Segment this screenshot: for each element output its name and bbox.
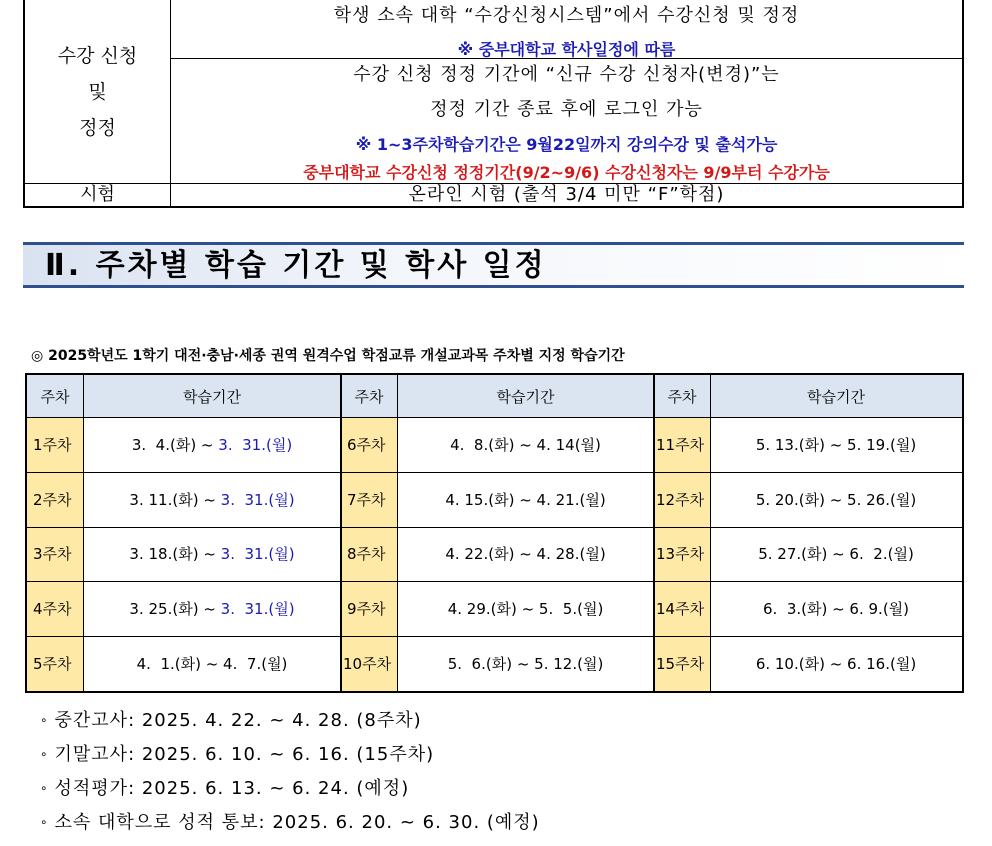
- period-end-text: 3. 31.(월): [220, 490, 295, 509]
- bullet-marker: ∘: [40, 713, 49, 727]
- bullet-marker: ∘: [40, 815, 49, 829]
- change-text-line1: 수강 신청 정정 기간에 “신규 수강 신청자(변경)”는: [353, 64, 780, 85]
- list-item: [40, 708, 540, 742]
- period-start-text: 3. 11.(화) ~: [129, 490, 221, 509]
- registration-row: [171, 0, 962, 59]
- period-end-text: 3. 31.(월): [218, 435, 293, 454]
- week-label-cell: 5주차: [27, 636, 83, 691]
- row-divider: [27, 527, 962, 528]
- row-divider: [27, 417, 962, 418]
- period-start-text: 4. 15.(화) ~ 4. 21.(월): [445, 490, 606, 509]
- period-cell: [83, 581, 341, 636]
- list-item: [40, 810, 540, 844]
- period-start-text: 5. 20.(화) ~ 5. 26.(월): [755, 490, 917, 509]
- bullet-marker: ∘: [40, 781, 49, 795]
- week-label-cell: 7주차: [341, 472, 397, 527]
- row-divider: [27, 472, 962, 473]
- week-label-cell: 3주차: [27, 527, 83, 582]
- row-divider: [27, 581, 962, 582]
- header-period-cell: 학습기간: [710, 375, 962, 417]
- group-divider: [340, 375, 342, 691]
- change-row: [171, 58, 962, 183]
- list-item: [40, 776, 540, 810]
- exam-row: [25, 183, 962, 207]
- column-divider: [710, 375, 711, 691]
- period-cell: [397, 581, 654, 636]
- period-cell: [83, 472, 341, 527]
- header-period-cell: 학습기간: [397, 375, 654, 417]
- period-cell: [397, 636, 654, 691]
- period-cell: [83, 527, 341, 582]
- week-label-cell: 12주차: [654, 472, 710, 527]
- period-start-text: 4. 1.(화) ~ 4. 7.(월): [136, 655, 288, 674]
- period-start-text: 5. 6.(화) ~ 5. 12.(월): [447, 655, 604, 674]
- weekly-schedule-table: [25, 373, 964, 693]
- group-divider: [653, 375, 655, 691]
- period-end-text: 3. 31.(월): [220, 600, 295, 619]
- schedule-caption: ◎ 2025학년도 1학기 대전·충남·세종 권역 원격수업 학점교류 개설교과목 주차별 지정 학습기간: [31, 348, 625, 364]
- final-exam-text: 기말고사: 2025. 6. 10. ~ 6. 16. (15주차): [54, 744, 435, 765]
- change-note: ※ 1~3주차학습기간은 9월22일까지 강의수강 및 출석가능: [355, 135, 778, 154]
- week-label-cell: 14주차: [654, 581, 710, 636]
- week-label-cell: 4주차: [27, 581, 83, 636]
- period-cell: [83, 417, 341, 472]
- header-week-cell: 주차: [341, 375, 397, 417]
- column-divider: [397, 375, 398, 691]
- week-label-cell: 11주차: [654, 417, 710, 472]
- period-start-text: 5. 27.(화) ~ 6. 2.(월): [758, 545, 914, 564]
- period-cell: [710, 527, 962, 582]
- registration-label-line: 및: [88, 80, 107, 103]
- exam-label: 시험: [25, 184, 171, 207]
- header-week-cell: 주차: [27, 375, 83, 417]
- academic-dates-list: [40, 708, 540, 844]
- change-warning: 중부대학교 수강신청 정정기간(9/2~9/6) 수강신청자는 9/9부터 수강가능: [303, 163, 830, 182]
- header-period-cell: 학습기간: [83, 375, 341, 417]
- header-week-cell: 주차: [654, 375, 710, 417]
- period-cell: [83, 636, 341, 691]
- registration-label-line: 수강 신청: [57, 44, 138, 67]
- period-start-text: 6. 10.(화) ~ 6. 16.(월): [755, 655, 917, 674]
- period-cell: [710, 581, 962, 636]
- grade-report-text: 소속 대학으로 성적 통보: 2025. 6. 20. ~ 6. 30. (예정): [54, 812, 540, 833]
- grading-period-text: 성적평가: 2025. 6. 13. ~ 6. 24. (예정): [54, 778, 410, 799]
- week-label-cell: 10주차: [341, 636, 397, 691]
- week-label-cell: 13주차: [654, 527, 710, 582]
- row-divider: [27, 636, 962, 637]
- section-heading-bar: [23, 242, 964, 288]
- registration-table: [23, 0, 964, 208]
- period-cell: [710, 472, 962, 527]
- midterm-exam-text: 중간고사: 2025. 4. 22. ~ 4. 28. (8주차): [54, 710, 422, 731]
- period-start-text: 3. 25.(화) ~: [129, 600, 221, 619]
- period-start-text: 4. 22.(화) ~ 4. 28.(월): [445, 545, 606, 564]
- period-cell: [397, 472, 654, 527]
- registration-content-cell: [171, 0, 962, 183]
- period-cell: [710, 417, 962, 472]
- period-start-text: 5. 13.(화) ~ 5. 19.(월): [755, 435, 917, 454]
- change-text-line2: 정정 기간 종료 후에 로그인 가능: [430, 99, 703, 120]
- bullet-marker: ∘: [40, 747, 49, 761]
- week-label-cell: 15주차: [654, 636, 710, 691]
- period-start-text: 3. 18.(화) ~: [129, 545, 221, 564]
- period-start-text: 4. 29.(화) ~ 5. 5.(월): [447, 600, 604, 619]
- week-label-cell: 9주차: [341, 581, 397, 636]
- week-label-cell: 1주차: [27, 417, 83, 472]
- period-cell: [397, 417, 654, 472]
- registration-label-cell: [25, 0, 171, 183]
- week-label-cell: 6주차: [341, 417, 397, 472]
- registration-note: ※ 중부대학교 학사일정에 따름: [457, 40, 676, 59]
- week-label-cell: 2주차: [27, 472, 83, 527]
- period-cell: [397, 527, 654, 582]
- list-item: [40, 742, 540, 776]
- period-start-text: 3. 4.(화) ~: [131, 435, 219, 454]
- week-label-cell: 8주차: [341, 527, 397, 582]
- period-end-text: 3. 31.(월): [220, 545, 295, 564]
- registration-text: 학생 소속 대학 “수강신청시스템”에서 수강신청 및 정정: [333, 5, 800, 26]
- section-heading: Ⅱ. 주차별 학습 기간 및 학사 일정: [45, 248, 547, 283]
- column-divider: [83, 375, 84, 691]
- period-start-text: 6. 3.(화) ~ 6. 9.(월): [762, 600, 910, 619]
- period-cell: [710, 636, 962, 691]
- registration-label-line: 정정: [79, 116, 116, 139]
- exam-text: 온라인 시험 (출석 3/4 미만 “F”학점): [408, 184, 725, 205]
- period-start-text: 4. 8.(화) ~ 4. 14(월): [450, 435, 601, 454]
